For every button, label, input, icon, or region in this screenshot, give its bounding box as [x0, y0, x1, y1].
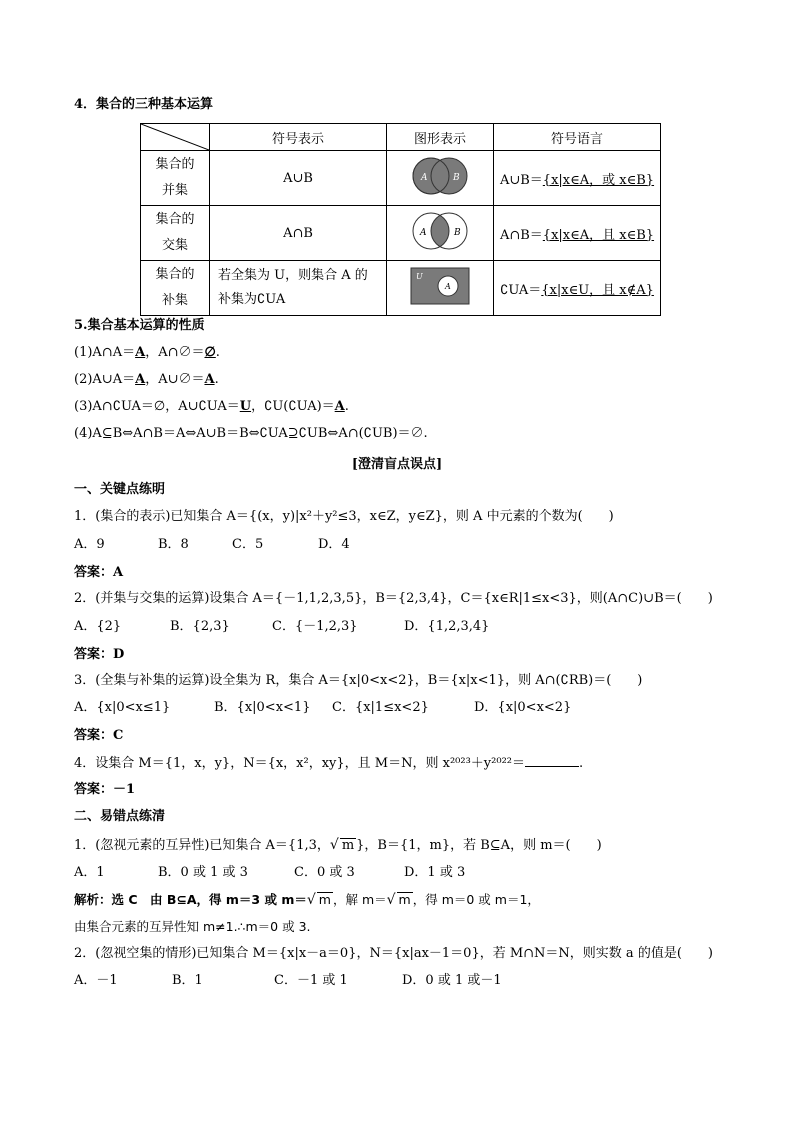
text-seg: (3)A∩∁UA＝∅，A∪∁UA＝ [74, 399, 240, 414]
option-c: C．0 或 3 [294, 865, 355, 880]
blank-answer: U [239, 399, 252, 414]
text-seg: ，A∩∅＝ [145, 345, 205, 360]
row-name-cell [141, 206, 210, 261]
part-2-title: 二、易错点练清 [74, 809, 166, 824]
venn-complement-cell [387, 261, 494, 316]
answer-1-4: 答案：－1 [74, 782, 136, 797]
question-1-1: 1．(集合的表示)已知集合 A＝{(x，y)|x²＋y²≤3，x∈Z，y∈Z}，则 A 中元素的个数为( ) [74, 509, 614, 524]
row-name-line2: 交集 [161, 238, 188, 253]
question-2-2-options [74, 972, 502, 990]
diagonal-line [141, 124, 209, 150]
option-c: C．{－1,2,3} [272, 619, 358, 634]
header-figure: 图形表示 [387, 124, 494, 151]
blank-answer: A [135, 345, 146, 360]
blank-answer: A [135, 372, 146, 387]
question-text: 1．(忽视元素的互异性)已知集合 A＝{1,3， [74, 838, 330, 853]
row-name-line1: 集合的 [155, 267, 195, 282]
venn-label-u: U [416, 272, 423, 281]
venn-union-diagram [407, 156, 473, 196]
symbol-line2: 补集为∁UA [218, 292, 286, 307]
language-cell [494, 206, 661, 261]
sqrt-icon: √ [329, 837, 339, 853]
venn-label-a: A [445, 282, 451, 291]
option-a: A．{x|0<x≤1} [74, 700, 171, 715]
option-a: A．{2} [74, 619, 122, 634]
option-b: B．{2,3} [170, 619, 230, 634]
question-2-1-options [74, 864, 465, 882]
text-seg: (1)A∩A＝ [74, 345, 136, 360]
text-seg: (2)A∪A＝ [74, 372, 136, 387]
row-name-cell [141, 261, 210, 316]
venn-label-a: A [420, 228, 427, 238]
option-b: B．0 或 1 或 3 [158, 865, 248, 880]
property-line-1 [74, 344, 220, 362]
venn-intersection-diagram [407, 211, 473, 251]
set-operations-table [140, 123, 661, 316]
radicand: m [398, 892, 411, 907]
row-name-line2: 并集 [161, 183, 188, 198]
option-a: A．9 [74, 537, 105, 552]
row-name-cell [141, 151, 210, 206]
option-b: B．8 [158, 537, 189, 552]
fill-blank[interactable] [525, 754, 579, 767]
language-cell [494, 261, 661, 316]
option-a: A．－1 [74, 973, 118, 988]
symbol-line1: 若全集为 U，则集合 A 的 [218, 268, 368, 283]
venn-label-b: B [454, 228, 461, 238]
symbol-cell: A∪B [210, 151, 387, 206]
table-header-row [141, 124, 661, 151]
option-d: D．0 或 1 或－1 [402, 973, 502, 988]
solution-text: ，得 m＝0 或 m＝1， [412, 892, 540, 907]
question-1-2-options [74, 618, 489, 636]
option-d: D．{1,2,3,4} [404, 619, 490, 634]
property-line-2 [74, 371, 219, 389]
question-1-2: 2．(并集与交集的运算)设集合 A＝{－1,1,2,3,5}，B＝{2,3,4}，C＝{x∈R|1≤x<3}，则(A∩C)∪B＝( ) [74, 591, 713, 606]
venn-label-a: A [421, 173, 428, 183]
section-banner: [澄清盲点误点] [351, 457, 443, 472]
venn-complement-diagram [410, 267, 470, 305]
row-name-line2: 补集 [161, 293, 188, 308]
option-a: A．1 [74, 865, 105, 880]
option-d: D．4 [318, 537, 350, 552]
symbol-cell [210, 261, 387, 316]
question-1-3: 3．(全集与补集的运算)设全集为 R，集合 A＝{x|0<x<2}，B＝{x|x<1}，则 A∩(∁RB)＝( ) [74, 673, 643, 688]
solution-text: ，解 m＝ [332, 892, 387, 907]
diagonal-header-cell [141, 124, 210, 151]
language-cell [494, 151, 661, 206]
solution-text: 解析：选 C 由 B⊆A，得 m＝3 或 m＝ [74, 892, 307, 907]
sqrt-icon: √ [306, 892, 316, 908]
sqrt-icon: √ [386, 892, 396, 908]
text-seg: . [344, 399, 349, 414]
answer-1-2: 答案：D [74, 647, 125, 662]
question-2-1 [74, 836, 602, 855]
option-b: B．{x|0<x<1} [214, 700, 311, 715]
section-5-title: 5.集合基本运算的性质 [74, 318, 205, 333]
header-language: 符号语言 [494, 124, 661, 151]
property-line-4: (4)A⊆B⇔A∩B＝A⇔A∪B＝B⇔∁UA⊇∁UB⇔A∩(∁UB)＝∅. [74, 426, 428, 441]
part-1-title: 一、关键点练明 [74, 482, 166, 497]
blank-answer: ∅ [204, 345, 216, 360]
venn-intersection-cell [387, 206, 494, 261]
solution-2-1-line2: 由集合元素的互异性知 m≠1.∴m＝0 或 3. [74, 919, 311, 934]
question-text: }，B＝{1，m}，若 B⊆A，则 m＝( ) [356, 838, 602, 853]
option-c: C．－1 或 1 [274, 973, 348, 988]
question-text: 4．设集合 M＝{1，x，y}，N＝{x，x²，xy}，且 M＝N，则 x²⁰²³＋y²⁰²²＝ [74, 756, 525, 771]
venn-label-b: B [453, 173, 460, 183]
row-name-line1: 集合的 [155, 212, 195, 227]
option-d: D．{x|0<x<2} [474, 700, 572, 715]
text-seg: . [214, 372, 219, 387]
question-1-4 [74, 754, 583, 773]
question-1-3-options [74, 699, 571, 717]
table-row-union [141, 151, 661, 206]
language-prefix: ∁UA＝ [500, 282, 542, 298]
option-c: C．{x|1≤x<2} [332, 700, 429, 715]
language-prefix: A∪B＝ [499, 172, 543, 188]
header-symbol: 符号表示 [210, 124, 387, 151]
venn-union-cell [387, 151, 494, 206]
question-1-1-options [74, 536, 350, 554]
language-prefix: A∩B＝ [499, 227, 543, 243]
table-row-intersection [141, 206, 661, 261]
question-end: . [579, 756, 584, 771]
symbol-cell: A∩B [210, 206, 387, 261]
question-2-2: 2．(忽视空集的情形)已知集合 M＝{x|x－a＝0}，N＝{x|ax－1＝0}，若 M∩N＝N，则实数 a 的值是( ) [74, 946, 713, 961]
language-set: {x|x∈A，且 x∈B} [542, 227, 655, 243]
blank-answer: A [204, 372, 215, 387]
language-set: {x|x∈U，且 x∉A} [541, 282, 654, 298]
option-d: D．1 或 3 [404, 865, 466, 880]
section-4-title: 4．集合的三种基本运算 [74, 97, 214, 112]
text-seg: . [215, 345, 220, 360]
option-b: B．1 [172, 973, 203, 988]
radicand: m [318, 892, 331, 907]
answer-1-3: 答案：C [74, 728, 124, 743]
text-seg: ，A∪∅＝ [145, 372, 205, 387]
answer-1-1: 答案：A [74, 565, 124, 580]
property-line-3 [74, 398, 349, 416]
table-row-complement [141, 261, 661, 316]
radicand: m [341, 838, 355, 853]
language-set: {x|x∈A，或 x∈B} [542, 172, 655, 188]
blank-answer: A [334, 399, 345, 414]
solution-2-1-line1 [74, 891, 540, 909]
row-name-line1: 集合的 [155, 157, 195, 172]
option-c: C．5 [232, 537, 264, 552]
text-seg: ，∁U(∁UA)＝ [251, 399, 335, 414]
